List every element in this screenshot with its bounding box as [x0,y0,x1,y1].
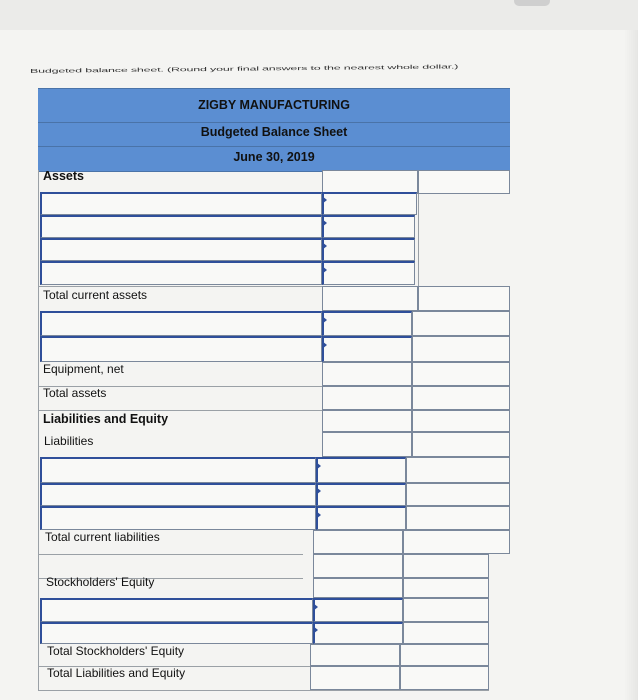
input-indicator-icon [316,487,321,495]
asset-label-input[interactable] [40,192,322,215]
input-indicator-icon [322,341,327,349]
liabilities-equity-amount-cell [322,410,412,432]
sheet-title: Budgeted Balance Sheet [200,125,348,139]
table-bottom-rule [38,690,489,691]
total-assets-label: Total assets [43,386,107,400]
header-divider [38,122,510,123]
input-indicator-icon [322,196,327,204]
input-indicator-icon [316,462,321,470]
liability-amount-input[interactable] [316,457,406,483]
asset-amount-input[interactable] [322,311,412,336]
liabilities-equity-total-cell [412,410,510,432]
total-current-assets-amount[interactable] [322,286,418,311]
liability-label-input[interactable] [40,457,316,483]
input-indicator-icon [316,511,321,519]
liability-amount-input[interactable] [316,506,406,530]
liability-total-input[interactable] [406,506,510,530]
asset-amount-input[interactable] [322,215,415,238]
liabilities-total-cell [412,432,510,457]
total-liabilities-and-equity-label: Total Liabilities and Equity [47,666,186,680]
input-indicator-icon [322,266,327,274]
asset-total-input[interactable] [412,311,510,336]
total-current-liabilities-total[interactable] [403,530,510,554]
asset-amount-input[interactable] [322,238,415,261]
liability-total-input[interactable] [406,457,510,483]
total-assets-amount[interactable] [322,386,412,410]
equity-label-input[interactable] [40,622,313,644]
input-indicator-icon [313,603,318,611]
equity-total-input[interactable] [403,598,489,622]
input-indicator-icon [322,242,327,250]
stockholders-equity-amount-cell [313,578,403,598]
liabilities-heading: Liabilities [44,434,94,448]
blank-total-cell[interactable] [403,554,489,578]
equity-total-input[interactable] [403,622,489,644]
total-liabilities-equity-total[interactable] [400,666,489,690]
liability-total-input[interactable] [406,483,510,506]
asset-amount-input[interactable] [322,192,417,215]
total-liabilities-equity-amount[interactable] [310,666,400,690]
assets-heading: Assets [43,169,84,183]
stockholders-equity-total-cell [403,578,489,598]
asset-label-input[interactable] [40,238,322,261]
row-rule [38,554,303,555]
table-left-border [38,170,39,690]
equipment-net-label: Equipment, net [43,362,124,376]
total-stockholders-equity-label: Total Stockholders' Equity [47,644,185,658]
input-indicator-icon [313,626,318,634]
liability-label-input[interactable] [40,506,316,530]
sheet-header [38,88,510,172]
total-assets-total[interactable] [412,386,510,410]
total-stockholders-equity-amount[interactable] [310,644,400,666]
asset-amount-input[interactable] [322,336,412,362]
assets-amount-cell [322,170,418,194]
total-current-assets-total[interactable] [418,286,510,311]
sheet-date: June 30, 2019 [233,150,315,164]
liability-label-input[interactable] [40,483,316,506]
input-indicator-icon [322,219,327,227]
input-indicator-icon [322,316,327,324]
asset-label-input[interactable] [40,311,322,336]
header-divider [38,146,510,147]
asset-total-input[interactable] [412,336,510,362]
total-current-liabilities-amount[interactable] [313,530,403,554]
total-current-liabilities-label: Total current liabilities [45,530,160,544]
liabilities-and-equity-heading: Liabilities and Equity [43,412,169,426]
asset-amount-input[interactable] [322,261,415,285]
asset-label-input[interactable] [40,215,322,238]
equipment-net-amount[interactable] [322,362,412,386]
asset-label-input[interactable] [40,261,322,285]
equity-amount-input[interactable] [313,598,403,622]
company-name: ZIGBY MANUFACTURING [198,98,350,112]
equity-amount-input[interactable] [313,622,403,644]
asset-label-input[interactable] [40,336,322,362]
total-stockholders-equity-total[interactable] [400,644,489,666]
equity-label-input[interactable] [40,598,313,622]
assets-total-cell [418,170,510,194]
instruction-text: Budgeted balance sheet. (Round your final answers to the nearest whole dollar.) [30,63,459,75]
liability-amount-input[interactable] [316,483,406,506]
stockholders-equity-heading: Stockholders' Equity [46,575,155,589]
liabilities-amount-cell [322,432,412,457]
equipment-net-total[interactable] [412,362,510,386]
blank-amount-cell[interactable] [313,554,403,578]
total-current-assets-label: Total current assets [43,288,148,302]
